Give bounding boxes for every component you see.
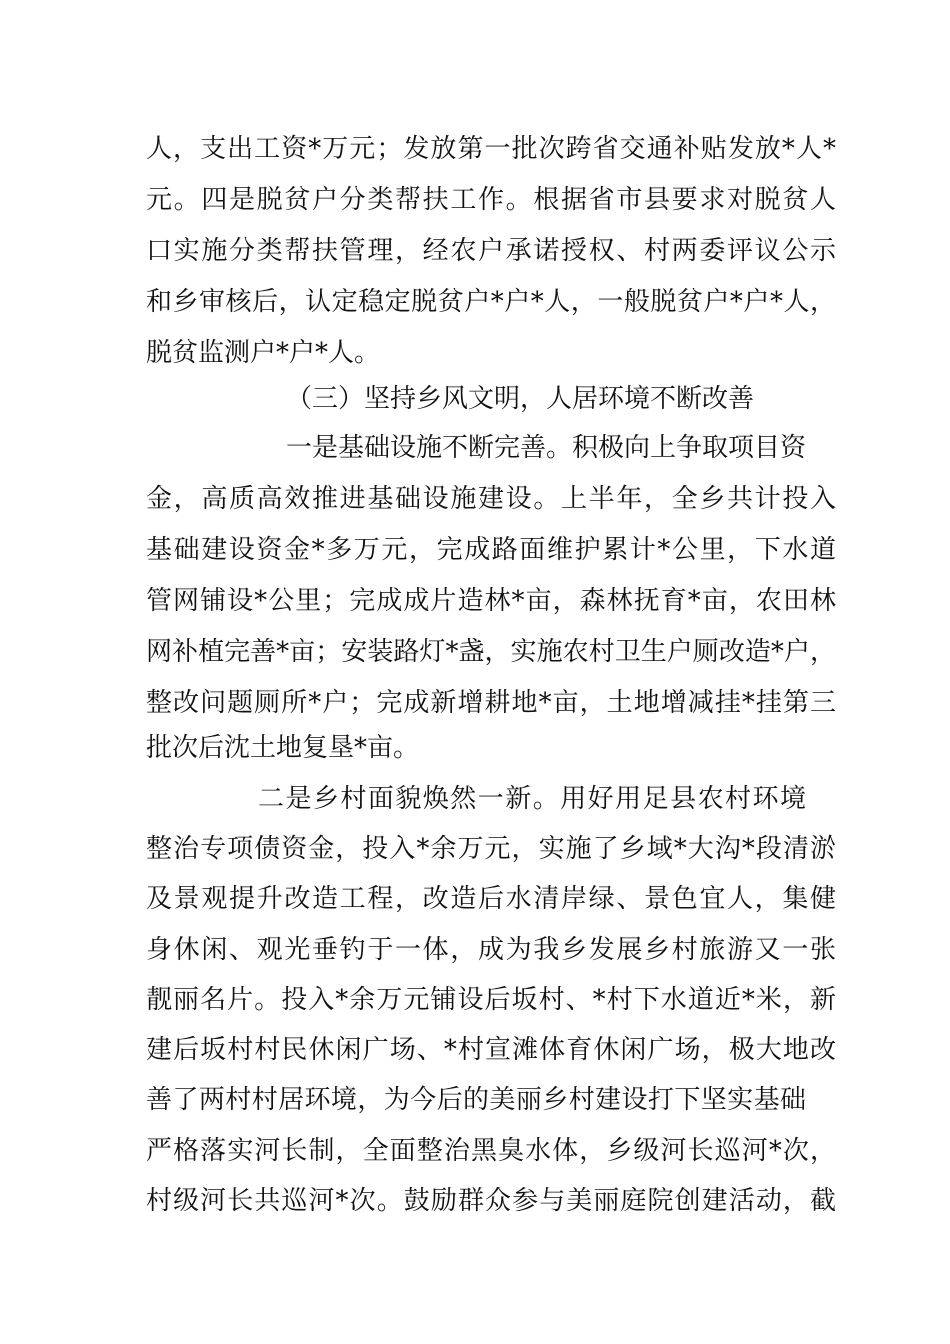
body-text-line: 整改问题厕所*户；完成新增耕地*亩，土地增减挂*挂第三 bbox=[146, 688, 836, 718]
body-text-line: 建后坂村村民休闲广场、*村宣滩体育休闲广场，极大地改 bbox=[146, 1035, 836, 1065]
body-text-line: 脱贫监测户*户*人。 bbox=[146, 338, 381, 368]
body-text-line: 元。四是脱贫户分类帮扶工作。根据省市县要求对脱贫人 bbox=[146, 185, 836, 215]
body-text-line: 网补植完善*亩；安装路灯*盏，实施农村卫生户厕改造*户， bbox=[146, 637, 836, 667]
body-text-line: 身休闲、观光垂钓于一体，成为我乡发展乡村旅游又一张 bbox=[146, 935, 836, 965]
body-text-line: 金，高质高效推进基础设施建设。上半年，全乡共计投入 bbox=[146, 484, 836, 514]
body-text-line: 一是基础设施不断完善。积极向上争取项目资 bbox=[286, 433, 807, 463]
body-text-line: 善了两村村居环境，为今后的美丽乡村建设打下坚实基础 bbox=[146, 1085, 806, 1115]
body-text-line: 村级河长共巡河*次。鼓励群众参与美丽庭院创建活动，截 bbox=[146, 1186, 836, 1216]
section-heading: （三）坚持乡风文明，人居环境不断改善 bbox=[286, 384, 755, 414]
body-text-line: 二是乡村面貌焕然一新。用好用足县农村环境 bbox=[258, 784, 806, 814]
body-text-line: 基础建设资金*多万元，完成路面维护累计*公里，下水道 bbox=[146, 535, 836, 565]
body-text-line: 靓丽名片。投入*余万元铺设后坂村、*村下水道近*米，新 bbox=[146, 985, 836, 1015]
body-text-line: 严格落实河长制，全面整治黑臭水体，乡级河长巡河*次， bbox=[146, 1136, 836, 1166]
body-text-line: 整治专项债资金，投入*余万元，实施了乡域*大沟*段清淤 bbox=[146, 834, 836, 864]
body-text-line: 口实施分类帮扶管理，经农户承诺授权、村两委评议公示 bbox=[146, 236, 836, 266]
body-text-line: 批次后沈土地复垦*亩。 bbox=[146, 733, 420, 763]
body-text-line: 人，支出工资*万元；发放第一批次跨省交通补贴发放*人* bbox=[146, 134, 836, 164]
body-text-line: 管网铺设*公里；完成成片造林*亩，森林抚育*亩，农田林 bbox=[146, 586, 836, 616]
body-text-line: 和乡审核后，认定稳定脱贫户*户*人，一般脱贫户*户*人， bbox=[146, 287, 836, 317]
body-text-line: 及景观提升改造工程，改造后水清岸绿、景色宜人，集健 bbox=[146, 884, 836, 914]
